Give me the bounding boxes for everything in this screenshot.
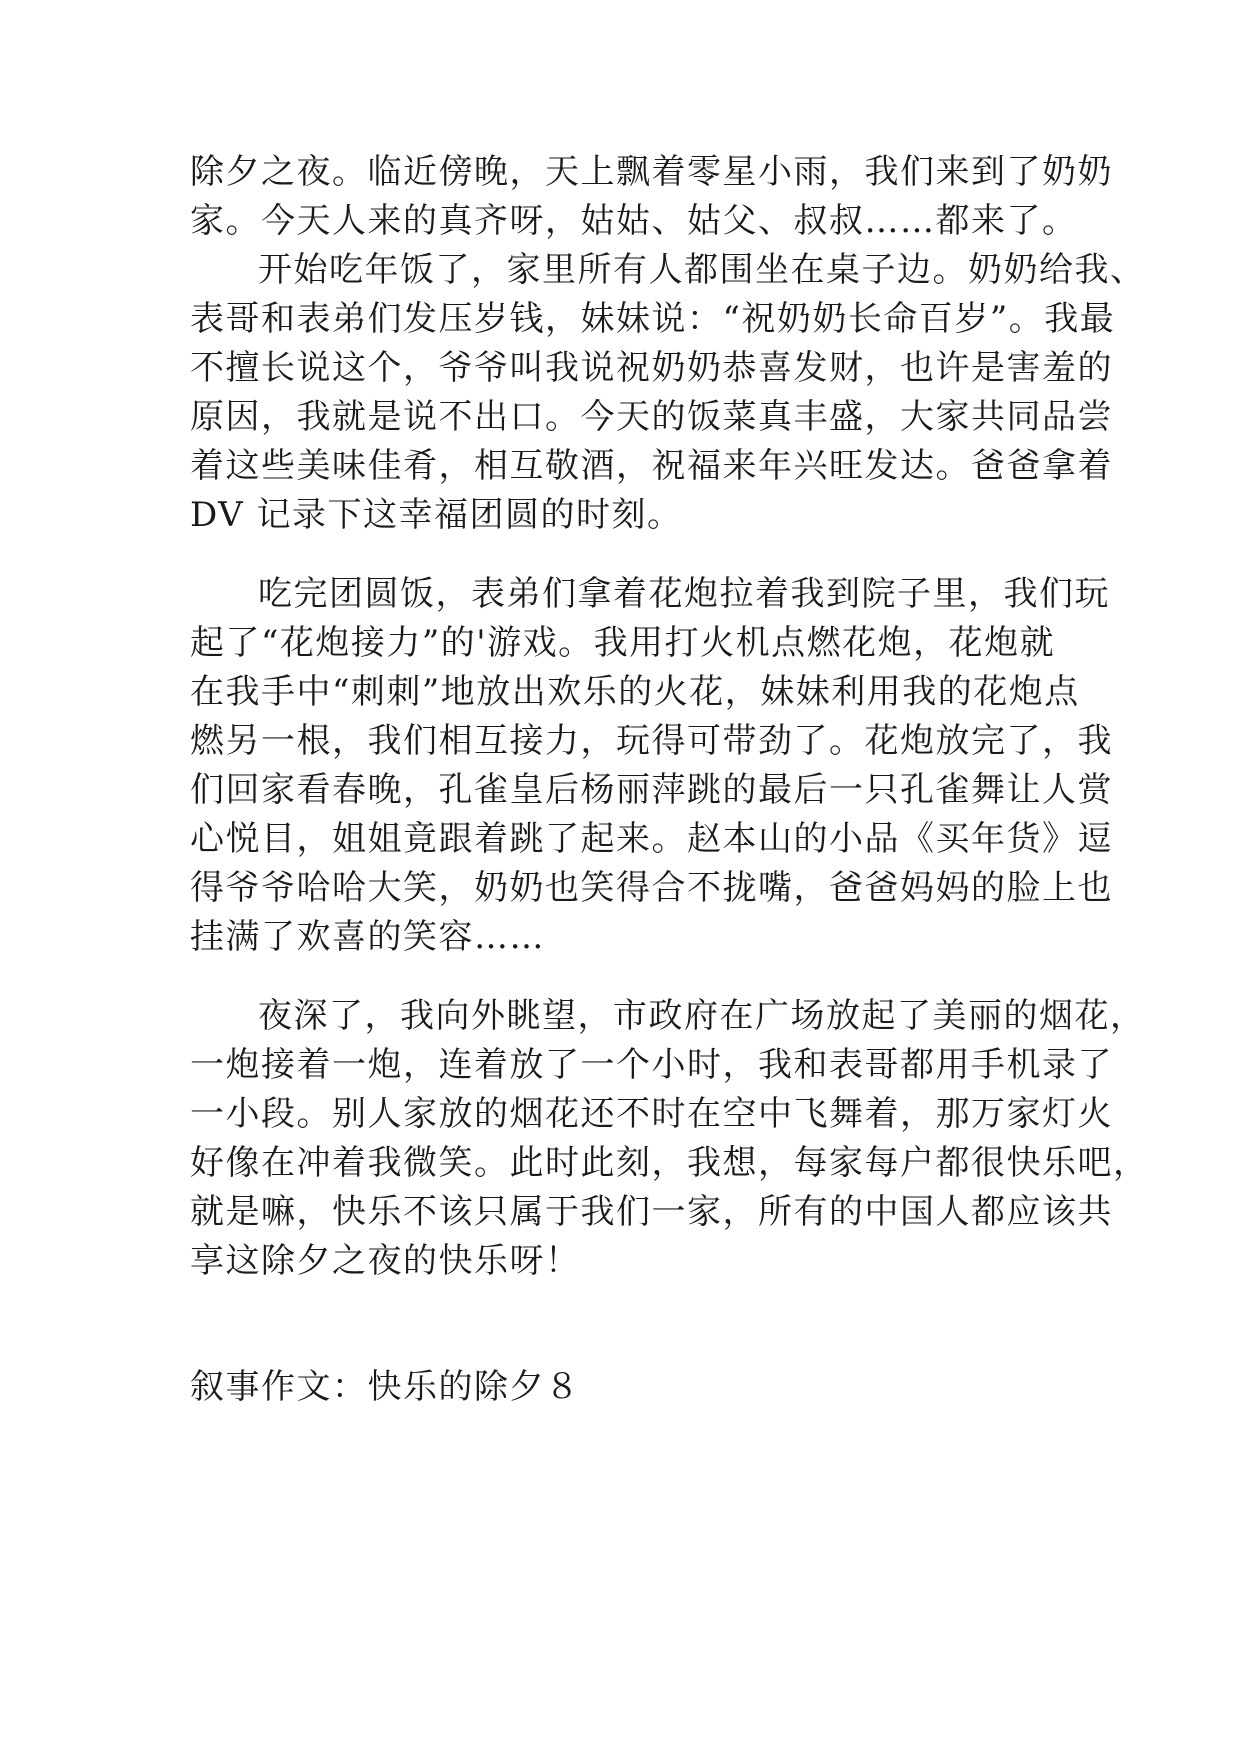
paragraph-line: 燃另一根，我们相互接力，玩得可带劲了。花炮放完了，我 [190, 721, 1113, 761]
paragraph-line: 就是嘛，快乐不该只属于我们一家，所有的中国人都应该共 [190, 1192, 1113, 1232]
paragraph-line: 起了“花炮接力”的'游戏。我用打火机点燃花炮，花炮就 [190, 623, 1056, 663]
paragraph-line: 夜深了，我向外眺望，市政府在广场放起了美丽的烟花， [258, 996, 1146, 1036]
paragraph-line: 们回家看春晚，孔雀皇后杨丽萍跳的最后一只孔雀舞让人赏 [190, 770, 1113, 810]
paragraph-line: 好像在冲着我微笑。此时此刻，我想，每家每户都很快乐吧， [190, 1143, 1149, 1183]
paragraph-line: 着这些美味佳肴，相互敬酒，祝福来年兴旺发达。爸爸拿着 [190, 446, 1113, 486]
paragraph-line: 一小段。别人家放的烟花还不时在空中飞舞着，那万家灯火 [190, 1094, 1113, 1134]
paragraph-line: 心悦目，姐姐竟跟着跳了起来。赵本山的小品《买年货》逗 [190, 819, 1113, 859]
paragraph-line: DV 记录下这幸福团圆的时刻。 [190, 495, 683, 535]
paragraph-line: 在我手中“刺刺”地放出欢乐的火花，妹妹利用我的花炮点 [190, 672, 1080, 712]
paragraph-line: 不擅长说这个，爷爷叫我说祝奶奶恭喜发财，也许是害羞的 [190, 348, 1113, 388]
paragraph-line: 一炮接着一炮，连着放了一个小时，我和表哥都用手机录了 [190, 1045, 1113, 1085]
paragraph-line: 吃完团圆饭，表弟们拿着花炮拉着我到院子里，我们玩 [258, 574, 1110, 614]
paragraph-line: 原因，我就是说不出口。今天的饭菜真丰盛，大家共同品尝 [190, 397, 1113, 437]
paragraph-line: 开始吃年饭了，家里所有人都围坐在桌子边。奶奶给我、 [258, 250, 1146, 290]
paragraph-line: 除夕之夜。临近傍晚，天上飘着零星小雨，我们来到了奶奶 [190, 152, 1113, 192]
paragraph-line: 挂满了欢喜的笑容…… [190, 917, 545, 957]
section-heading: 叙事作文：快乐的除夕８ [190, 1367, 581, 1407]
paragraph-line: 享这除夕之夜的快乐呀！ [190, 1241, 581, 1281]
paragraph-line: 得爷爷哈哈大笑，奶奶也笑得合不拢嘴，爸爸妈妈的脸上也 [190, 868, 1113, 908]
paragraph-line: 家。今天人来的真齐呀，姑姑、姑父、叔叔……都来了。 [190, 201, 1078, 241]
paragraph-line: 表哥和表弟们发压岁钱，妹妹说：“祝奶奶长命百岁”。我最 [190, 299, 1116, 339]
